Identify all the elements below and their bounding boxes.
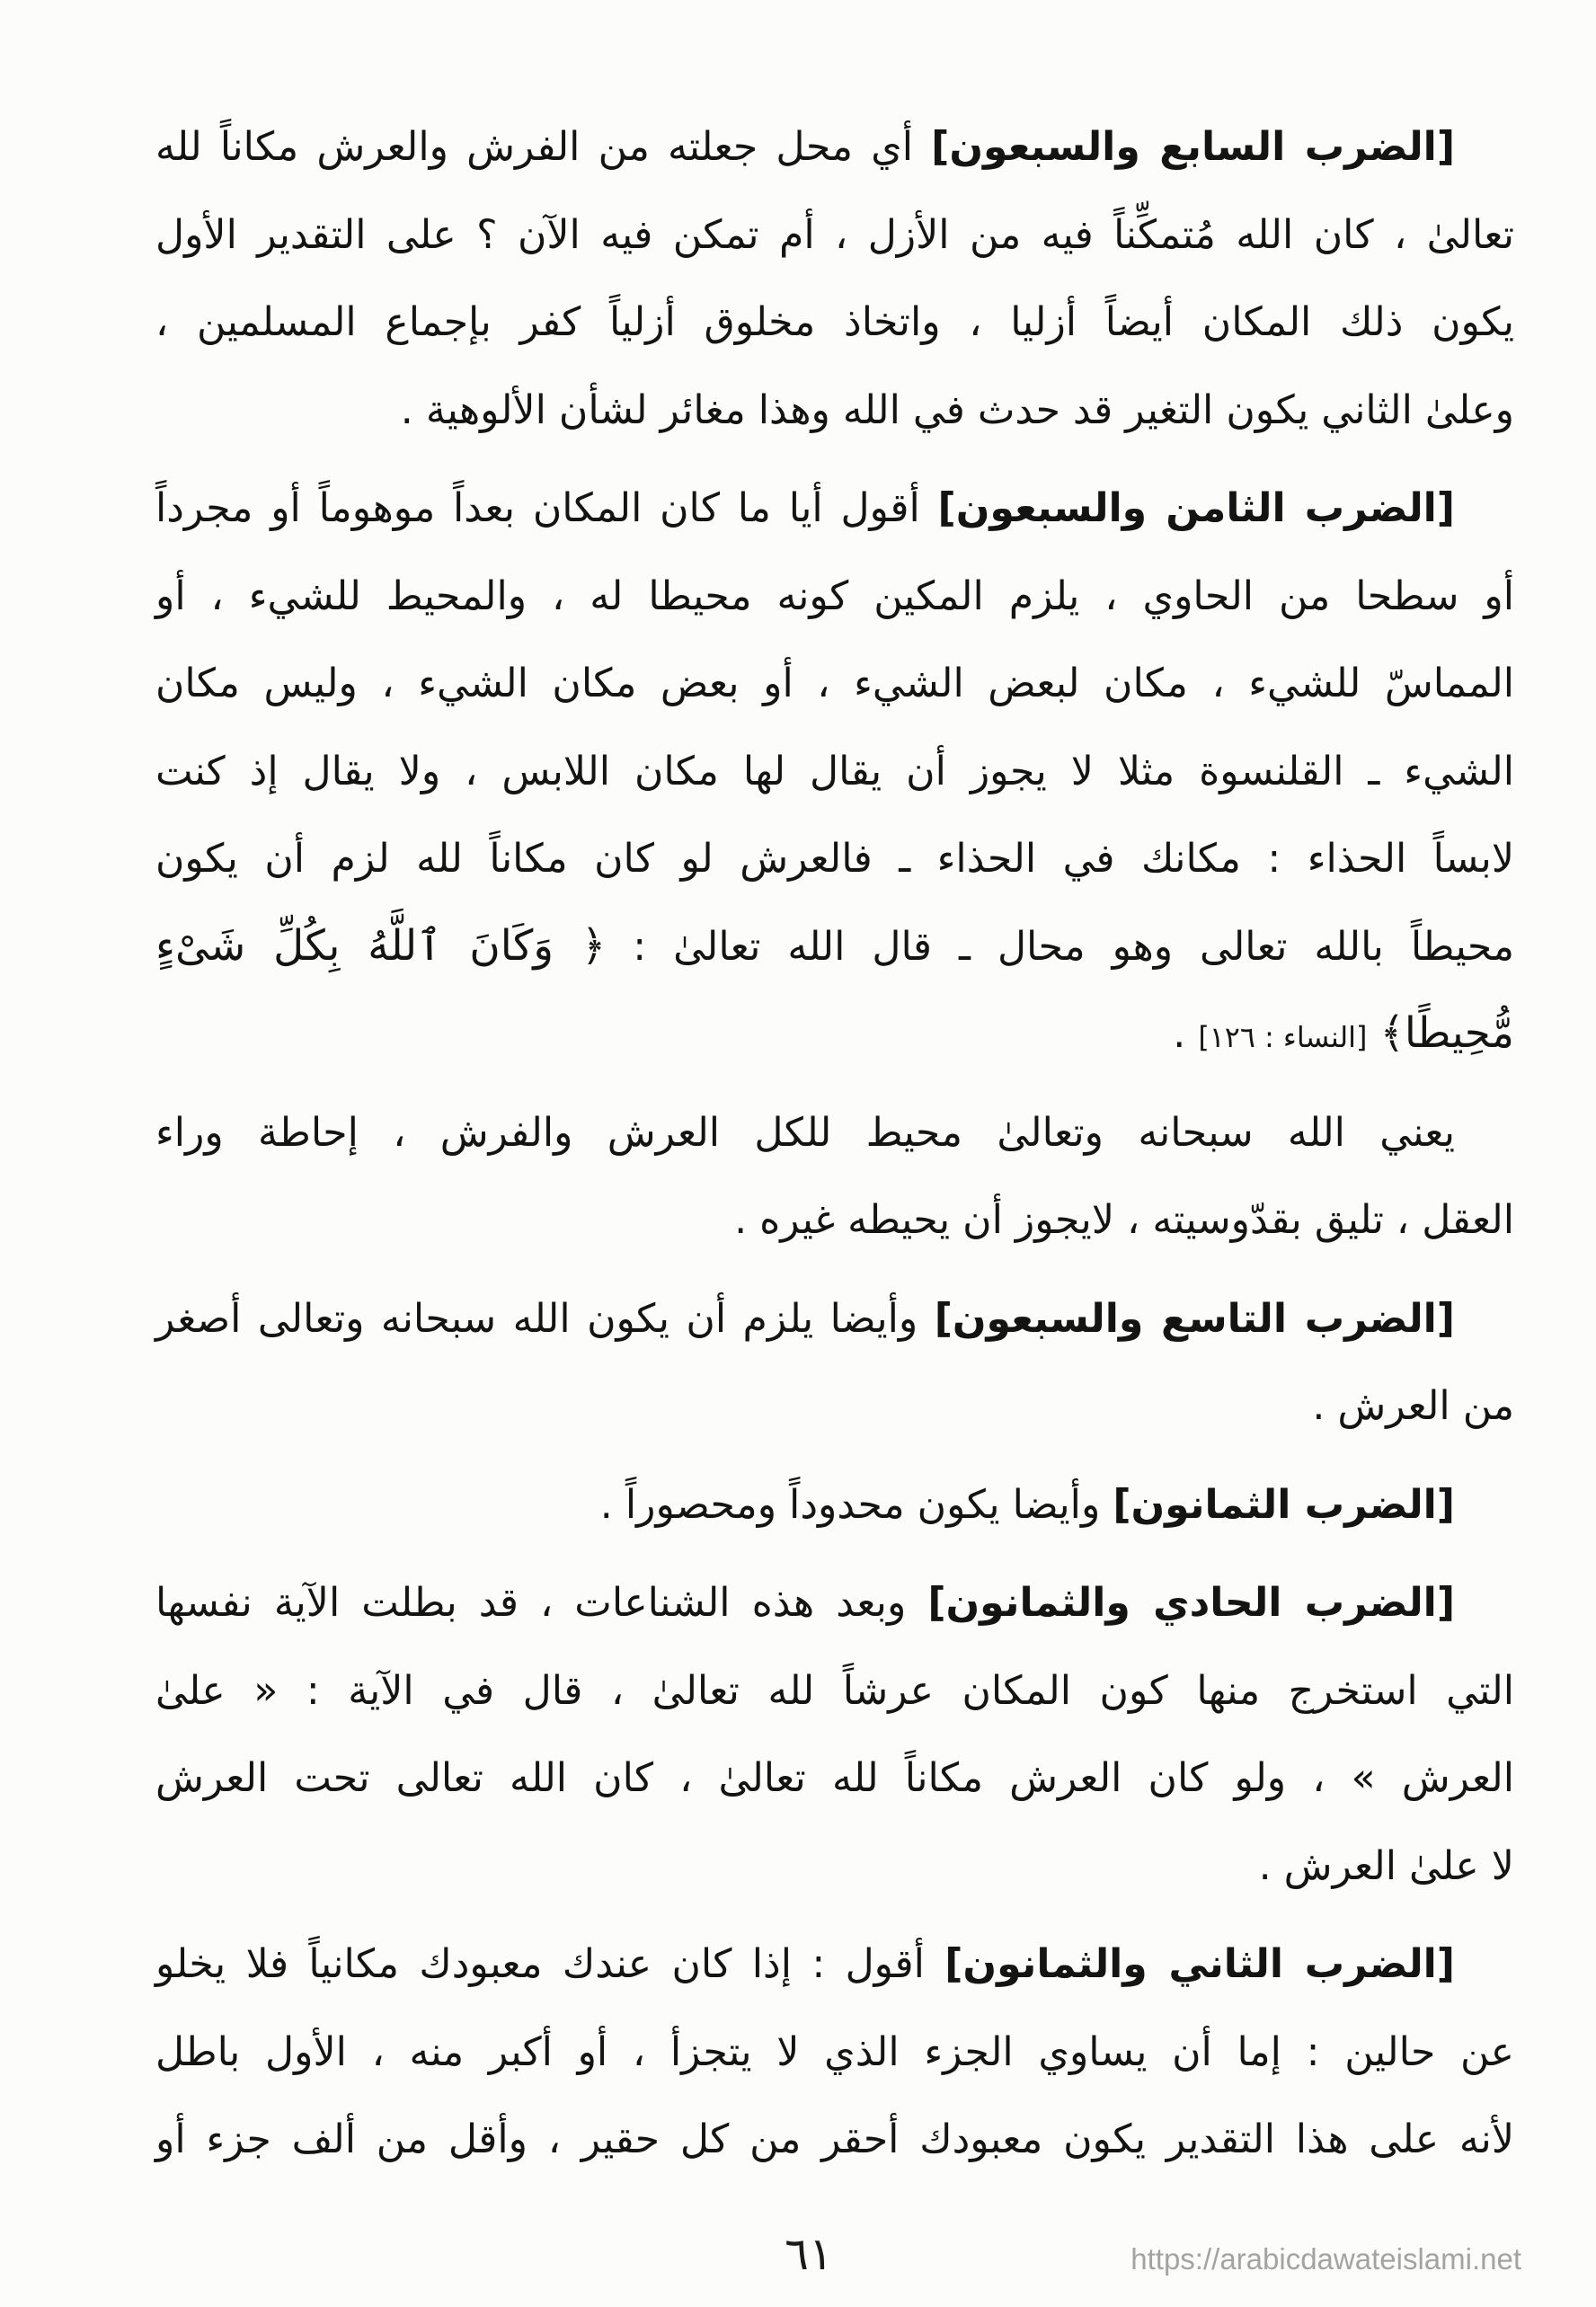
section-label: [الضرب التاسع والسبعون] xyxy=(934,1295,1455,1342)
line-text: المماسّ للشيء ، مكان لبعض الشيء ، أو بعض مكان الشيء ، وليس مكان xyxy=(155,661,1514,706)
text-line xyxy=(155,728,1514,816)
verse-reference: [النساء : ١٢٦] xyxy=(1198,1021,1368,1054)
text-line xyxy=(155,640,1514,728)
line-text: الشيء ـ القلنسوة مثلا لا يجوز أن يقال لها مكان اللابس ، ولا يقال إذ كنت xyxy=(155,748,1514,794)
text-line xyxy=(155,1921,1514,2009)
line-text: أو سطحا من الحاوي ، يلزم المكين كونه محيطا له ، والمحيط للشيء ، أو xyxy=(155,572,1514,619)
section-label: [الضرب الثمانون] xyxy=(1113,1481,1455,1528)
line-text: لابساً الحذاء : مكانك في الحذاء ـ فالعرش لو كان مكاناً لله لزم أن يكون xyxy=(155,836,1514,882)
page-number: ٦١ xyxy=(785,2228,833,2280)
text-line xyxy=(155,1647,1514,1735)
text-line xyxy=(155,1461,1514,1549)
text-line xyxy=(155,1735,1514,1823)
text-line xyxy=(155,903,1514,991)
paragraph xyxy=(155,1921,1514,2184)
section-label: [الضرب الثاني والثمانون] xyxy=(944,1941,1455,1987)
text-line xyxy=(155,1176,1514,1264)
page-text xyxy=(155,103,1514,2195)
paragraph xyxy=(155,465,1514,1078)
section-label: [الضرب السابع والسبعون] xyxy=(931,124,1455,170)
paragraph xyxy=(155,1275,1514,1451)
text-line xyxy=(155,103,1514,191)
text-line xyxy=(155,367,1514,455)
line-text: محيطاً بالله تعالى وهو محال ـ قال الله تعالىٰ : xyxy=(633,923,1514,970)
text-line xyxy=(155,2096,1514,2184)
line-text: أي محل جعلته من الفرش والعرش مكاناً لله xyxy=(155,124,913,170)
watermark-url: https://arabicdawateislami.net xyxy=(1130,2242,1521,2276)
line-text: تعالىٰ ، كان الله مُتمكِّناً فيه من الأزل ، أم تمكن فيه الآن ؟ على التقدير الأول xyxy=(155,211,1514,258)
line-text: وأيضا يلزم أن يكون الله سبحانه وتعالى أصغر xyxy=(155,1295,918,1342)
text-line xyxy=(155,1089,1514,1177)
line-text: أقول : إذا كان عندك معبودك مكانياً فلا يخلو xyxy=(155,1941,925,1987)
line-text: يكون ذلك المكان أيضاً أزليا ، واتخاذ مخلوق أزلياً كفر بإجماع المسلمين ، xyxy=(155,299,1514,345)
text-line xyxy=(155,1559,1514,1647)
line-text: لأنه على هذا التقدير يكون معبودك أحقر من كل حقير ، وأقل من ألف جزء أو xyxy=(155,2116,1514,2162)
text-line xyxy=(155,465,1514,553)
line-text: وبعد هذه الشناعات ، قد بطلت الآية نفسها xyxy=(155,1580,907,1626)
paragraph xyxy=(155,103,1514,454)
text-line xyxy=(155,1823,1514,1911)
quran-verse: مُّحِيطًا﴾ xyxy=(1379,1009,1514,1058)
text-line xyxy=(155,2009,1514,2097)
text-line xyxy=(155,191,1514,280)
paragraph xyxy=(155,1461,1514,1549)
line-text: العرش » ، ولو كان العرش مكاناً لله تعالىٰ ، كان الله تعالى تحت العرش xyxy=(155,1755,1514,1801)
text-line xyxy=(155,1362,1514,1451)
line-text: . xyxy=(1173,1011,1186,1057)
line-text: يعني الله سبحانه وتعالىٰ محيط للكل العرش والفرش ، إحاطة وراء xyxy=(155,1109,1455,1156)
paragraph xyxy=(155,1559,1514,1910)
text-line xyxy=(155,815,1514,903)
section-label: [الضرب الثامن والسبعون] xyxy=(937,485,1455,531)
line-text: العقل ، تليق بقدّوسيته ، لايجوز أن يحيطه غيره . xyxy=(734,1197,1514,1243)
line-text: من العرش . xyxy=(1312,1383,1514,1429)
line-text: عن حالين : إما أن يساوي الجزء الذي لا يتجزأ ، أو أكبر منه ، الأول باطل xyxy=(155,2028,1514,2075)
line-text: وعلىٰ الثاني يكون التغير قد حدث في الله وهذا مغائر لشأن الألوهية . xyxy=(400,386,1514,433)
text-line xyxy=(155,990,1514,1078)
paragraph xyxy=(155,1089,1514,1264)
section-label: [الضرب الحادي والثمانون] xyxy=(927,1580,1456,1626)
quran-verse: ﴿ وَكَانَ ٱللَّهُ بِكُلِّ شَىْءٍ xyxy=(155,921,607,971)
line-text: التي استخرج منها كون المكان عرشاً لله تعالىٰ ، قال في الآية : « علىٰ xyxy=(155,1667,1514,1714)
text-line xyxy=(155,1275,1514,1363)
text-line xyxy=(155,553,1514,641)
line-text: أقول أيا ما كان المكان بعداً موهوماً أو مجرداً xyxy=(155,485,920,531)
text-line xyxy=(155,279,1514,367)
line-text: وأيضا يكون محدوداً ومحصوراً . xyxy=(599,1481,1101,1528)
line-text: لا علىٰ العرش . xyxy=(1258,1842,1514,1889)
